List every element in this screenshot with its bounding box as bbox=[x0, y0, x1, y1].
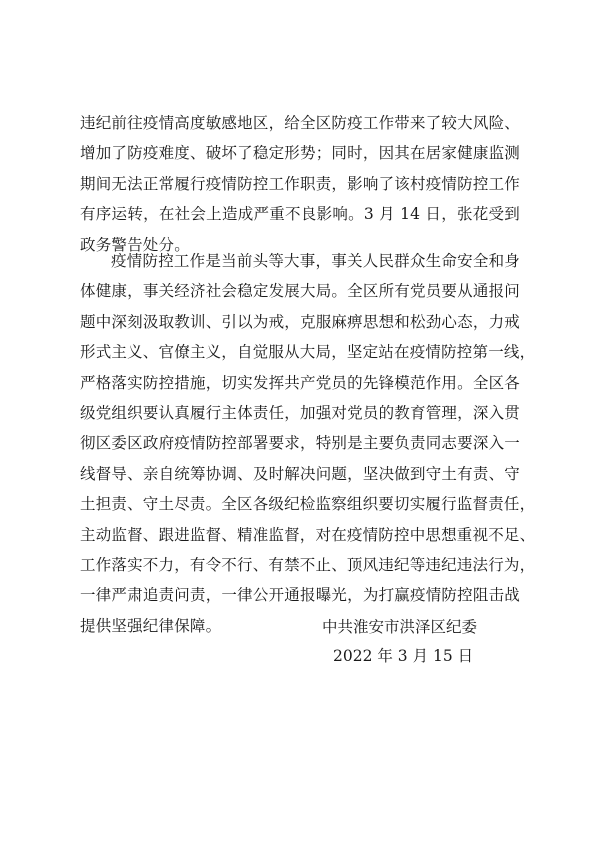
paragraph-requirements bbox=[80, 246, 536, 641]
text-line: 期间无法正常履行疫情防控工作职责，影响了该村疫情防控工作 bbox=[80, 174, 520, 193]
text-line: 土担责、守土尽责。全区各级纪检监察组织要切实履行监督责任， bbox=[80, 495, 536, 514]
paragraph-case-details bbox=[80, 108, 520, 260]
text-line: 彻区委区政府疫情防控部署要求，特别是主要负责同志要深入一 bbox=[80, 434, 520, 453]
text-line: 违纪前往疫情高度敏感地区，给全区防疫工作带来了较大风险、 bbox=[80, 114, 520, 132]
text-line: 疫情防控工作是当前头等大事，事关人民群众生命安全和身 bbox=[111, 252, 520, 270]
text-line: 形式主义、官僚主义，自觉服从大局，坚定站在疫情防控第一线， bbox=[80, 343, 536, 362]
text-line: 线督导、亲自统筹协调、及时解决问题，坚决做到守土有责、守 bbox=[80, 464, 520, 483]
signature-date: 2022 年 3 月 15 日 bbox=[333, 647, 474, 665]
text-line: 严格落实防控措施，切实发挥共产党员的先锋模范作用。全区各 bbox=[80, 373, 520, 392]
text-line: 增加了防疫难度、破坏了稳定形势；同时，因其在居家健康监测 bbox=[80, 144, 520, 163]
text-line: 政务警告处分。 bbox=[80, 235, 190, 254]
text-line: 有序运转，在社会上造成严重不良影响。3 月 14 日，张花受到 bbox=[80, 205, 520, 224]
text-line: 题中深刻汲取教训、引以为戒，克服麻痹思想和松劲心态，力戒 bbox=[80, 312, 520, 331]
text-line: 工作落实不力，有令不行、有禁不止、顶风违纪等违纪违法行为， bbox=[80, 556, 536, 575]
signature-organization: 中共淮安市洪泽区纪委 bbox=[322, 618, 478, 636]
text-line: 一律严肃追责问责，一律公开通报曝光，为打赢疫情防控阻击战 bbox=[80, 586, 520, 605]
text-line: 级党组织要认真履行主体责任，加强对党员的教育管理，深入贯 bbox=[80, 404, 520, 423]
text-line: 主动监督、跟进监督、精准监督，对在疫情防控中思想重视不足、 bbox=[80, 525, 536, 544]
text-line: 提供坚强纪律保障。 bbox=[80, 616, 222, 635]
text-line: 体健康，事关经济社会稳定发展大局。全区所有党员要从通报问 bbox=[80, 282, 520, 301]
